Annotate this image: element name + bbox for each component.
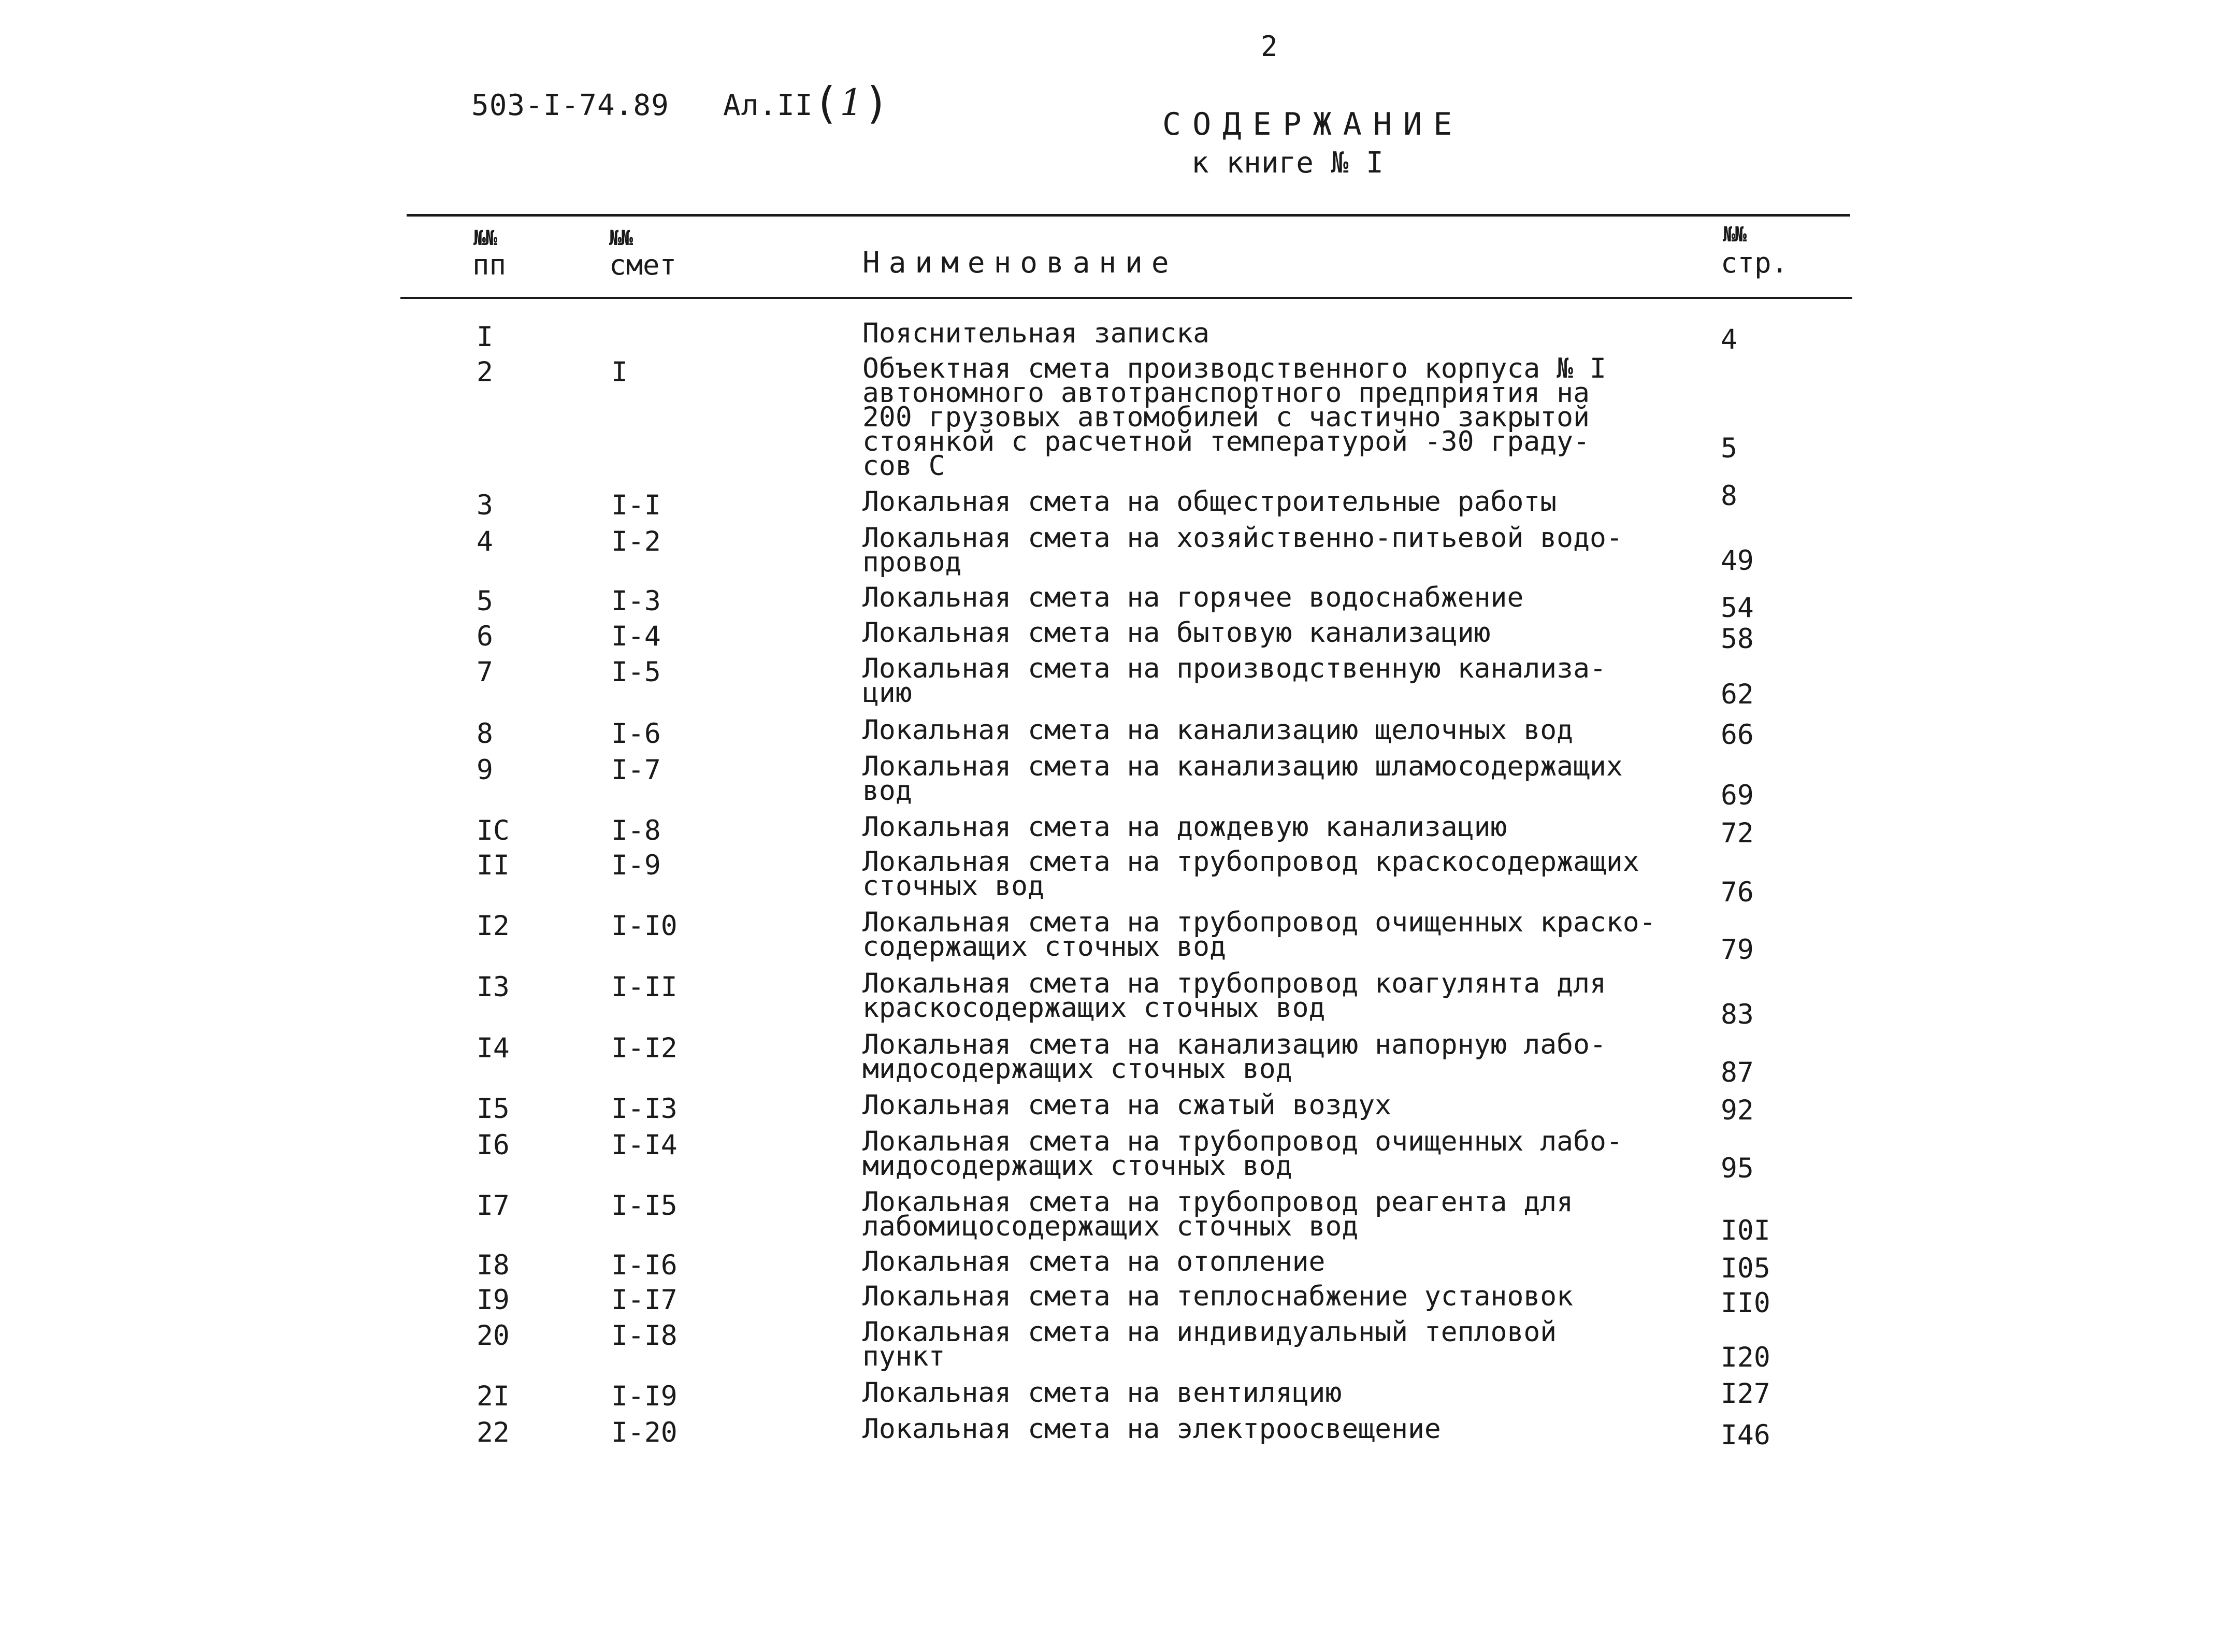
estimate-number: I-4 xyxy=(611,621,661,652)
item-name-line: Локальная смета на бытовую канализацию xyxy=(862,617,1491,649)
document-code xyxy=(471,78,890,128)
estimate-number: I-2 xyxy=(611,526,661,557)
row-number: 7 xyxy=(477,656,493,688)
row-number: 3 xyxy=(477,490,493,521)
page-ref: 62 xyxy=(1721,679,1754,710)
row-number: IC xyxy=(477,815,510,846)
item-name-line: пункт xyxy=(862,1341,945,1372)
page-ref: 76 xyxy=(1721,877,1754,908)
estimate-number: I-I8 xyxy=(611,1320,678,1352)
page-ref: 79 xyxy=(1721,934,1754,966)
row-number: I8 xyxy=(477,1249,510,1281)
row-number: 4 xyxy=(477,526,493,557)
item-name-line: Локальная смета на канализацию напорную лабо- xyxy=(862,1029,1606,1060)
row-number: 2I xyxy=(477,1381,510,1412)
item-name-line: Локальная смета на вентиляцию xyxy=(862,1377,1342,1409)
item-name-line: Локальная смета на хозяйственно-питьевой водо- xyxy=(862,522,1623,554)
page-ref: 69 xyxy=(1721,780,1754,811)
row-number: 5 xyxy=(477,585,493,617)
page-ref: 4 xyxy=(1721,324,1737,355)
page-subtitle: к книге № I xyxy=(1191,146,1384,180)
page-ref: I46 xyxy=(1721,1419,1770,1451)
col-smet-number-sign: №№ xyxy=(609,226,632,250)
row-number: 2 xyxy=(477,356,493,388)
page-ref: 8 xyxy=(1721,480,1737,512)
item-name xyxy=(862,907,1656,963)
paren-open: ( xyxy=(813,78,840,128)
item-name-line: провод xyxy=(862,547,962,578)
estimate-number: I-6 xyxy=(611,718,661,750)
item-name xyxy=(862,486,1557,518)
item-name-line: Локальная смета на теплоснабжение установок xyxy=(862,1281,1574,1312)
item-name xyxy=(862,353,1606,482)
item-name-line: Локальная смета на индивидуальный тепловой xyxy=(862,1316,1557,1348)
row-number: 22 xyxy=(477,1417,510,1448)
item-name xyxy=(862,1281,1574,1312)
item-name-line: Пояснительная записка xyxy=(862,318,1210,349)
table-top-rule xyxy=(407,214,1850,217)
item-name xyxy=(862,522,1623,578)
row-number: I4 xyxy=(477,1032,510,1064)
page-ref: 72 xyxy=(1721,817,1754,849)
estimate-number: I-3 xyxy=(611,585,661,617)
item-name-line: Локальная смета на канализацию щелочных вод xyxy=(862,714,1574,746)
item-name-line: Локальная смета на горячее водоснабжение xyxy=(862,582,1524,613)
page-ref: 83 xyxy=(1721,999,1754,1030)
page-ref: I27 xyxy=(1721,1378,1770,1410)
col-page-number-sign: №№ xyxy=(1723,223,1746,247)
page-ref: 49 xyxy=(1721,545,1754,577)
estimate-number: I xyxy=(611,356,628,388)
item-name-line: содержащих сточных вод xyxy=(862,931,1226,963)
item-name xyxy=(862,1029,1606,1085)
item-name xyxy=(862,617,1491,649)
page-ref: I0I xyxy=(1721,1215,1770,1246)
doc-code-value: 503-I-74.89 xyxy=(471,89,669,122)
item-name xyxy=(862,846,1639,902)
page-ref: II0 xyxy=(1721,1287,1770,1319)
item-name-line: Локальная смета на трубопровод коагулянта для xyxy=(862,968,1606,999)
item-name-line: автономного автотранспортного предприятия на xyxy=(862,377,1590,409)
row-number: II xyxy=(477,850,510,881)
col-smet-header: смет xyxy=(609,249,677,281)
item-name xyxy=(862,1186,1574,1242)
item-name xyxy=(862,968,1606,1024)
page-ref: I20 xyxy=(1721,1342,1770,1373)
estimate-number: I-I9 xyxy=(611,1381,678,1412)
item-name-line: Локальная смета на сжатый воздух xyxy=(862,1089,1392,1121)
item-name-line: Локальная смета на трубопровод очищенных краско- xyxy=(862,907,1656,938)
row-number: I2 xyxy=(477,910,510,942)
row-number: 20 xyxy=(477,1320,510,1352)
item-name-line: Локальная смета на трубопровод очищенных лабо- xyxy=(862,1126,1623,1157)
estimate-number: I-9 xyxy=(611,850,661,881)
estimate-number: I-5 xyxy=(611,656,661,688)
item-name-line: Локальная смета на трубопровод краскосодержащих xyxy=(862,846,1639,878)
estimate-number: I-I4 xyxy=(611,1129,678,1161)
item-name-line: Локальная смета на производственную канализа- xyxy=(862,653,1606,684)
estimate-number: I-I7 xyxy=(611,1284,678,1316)
page-number: 2 xyxy=(1261,30,1278,63)
item-name xyxy=(862,582,1524,613)
row-number: I9 xyxy=(477,1284,510,1316)
album-label: Ал.II xyxy=(723,89,813,122)
estimate-number: I-20 xyxy=(611,1417,678,1448)
item-name-line: Локальная смета на электроосвещение xyxy=(862,1413,1441,1445)
row-number: 6 xyxy=(477,621,493,652)
col-pp-header: пп xyxy=(472,249,507,281)
col-pp-number-sign: №№ xyxy=(473,226,497,250)
page-ref: 87 xyxy=(1721,1057,1754,1088)
item-name-line: сточных вод xyxy=(862,870,1044,902)
page-ref: 92 xyxy=(1721,1095,1754,1126)
row-number: I xyxy=(477,321,493,353)
col-page-header: стр. xyxy=(1721,247,1789,279)
page-ref: 95 xyxy=(1721,1153,1754,1184)
page-ref: 54 xyxy=(1721,592,1754,624)
item-name xyxy=(862,714,1574,746)
item-name xyxy=(862,653,1606,709)
estimate-number: I-I xyxy=(611,490,661,521)
item-name xyxy=(862,1377,1342,1409)
item-name-line: Локальная смета на канализацию шламосодержащих xyxy=(862,751,1623,782)
item-name xyxy=(862,1089,1392,1121)
item-name-line: стоянкой с расчетной температурой -30 граду- xyxy=(862,426,1590,457)
estimate-number: I-II xyxy=(611,971,678,1003)
row-number: 8 xyxy=(477,718,493,750)
estimate-number: I-7 xyxy=(611,754,661,786)
item-name-line: Локальная смета на дождевую канализацию xyxy=(862,811,1507,843)
album-part: 1 xyxy=(840,81,863,124)
page-ref: 66 xyxy=(1721,719,1754,751)
item-name-line: Локальная смета на трубопровод реагента для xyxy=(862,1186,1574,1218)
col-name-header: Наименование xyxy=(862,246,1178,280)
page-ref: 5 xyxy=(1721,433,1737,464)
page-title: СОДЕРЖАНИЕ xyxy=(1162,106,1464,142)
row-number: I3 xyxy=(477,971,510,1003)
paren-close: ) xyxy=(863,78,890,128)
item-name-line: мидосодержащих сточных вод xyxy=(862,1053,1292,1085)
item-name xyxy=(862,1126,1623,1182)
estimate-number: I-I0 xyxy=(611,910,678,942)
item-name xyxy=(862,1316,1557,1372)
item-name-line: Объектная смета производственного корпуса № I xyxy=(862,353,1606,384)
item-name-line: Локальная смета на отопление xyxy=(862,1246,1326,1277)
estimate-number: I-I5 xyxy=(611,1190,678,1222)
row-number: I7 xyxy=(477,1190,510,1222)
item-name-line: вод xyxy=(862,775,912,807)
row-number: I6 xyxy=(477,1129,510,1161)
table-header-rule xyxy=(400,297,1852,299)
item-name-line: цию xyxy=(862,677,912,709)
estimate-number: I-8 xyxy=(611,815,661,846)
estimate-number: I-I2 xyxy=(611,1032,678,1064)
estimate-number: I-I3 xyxy=(611,1093,678,1125)
row-number: I5 xyxy=(477,1093,510,1125)
item-name-line: Локальная смета на общестроительные работы xyxy=(862,486,1557,518)
item-name-line: мидосодержащих сточных вод xyxy=(862,1150,1292,1182)
item-name xyxy=(862,751,1623,807)
item-name-line: 200 грузовых автомобилей с частично закрытой xyxy=(862,401,1590,433)
page-ref: I05 xyxy=(1721,1253,1770,1284)
item-name xyxy=(862,811,1507,843)
item-name xyxy=(862,1246,1326,1277)
item-name xyxy=(862,1413,1441,1445)
page-ref: 58 xyxy=(1721,623,1754,655)
row-number: 9 xyxy=(477,754,493,786)
item-name xyxy=(862,318,1210,349)
item-name-line: лабомицосодержащих сточных вод xyxy=(862,1211,1359,1242)
estimate-number: I-I6 xyxy=(611,1249,678,1281)
item-name-line: сов С xyxy=(862,450,945,482)
item-name-line: краскосодержащих сточных вод xyxy=(862,992,1326,1024)
